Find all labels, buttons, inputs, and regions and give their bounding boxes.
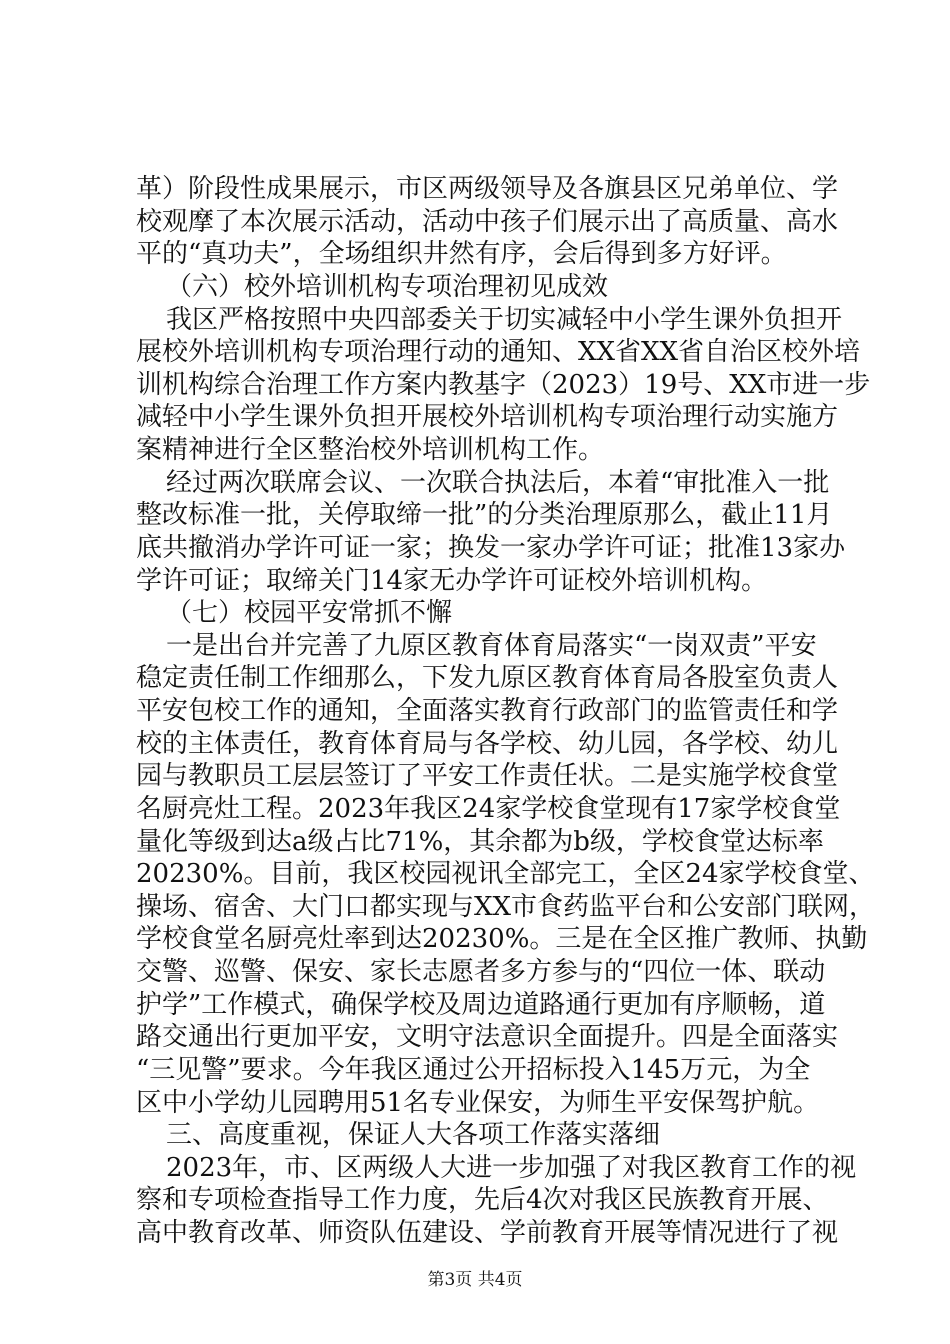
- text-line: 校的主体责任，教育体育局与各学校、幼儿园，各学校、幼儿: [136, 729, 839, 759]
- text-line: 案精神进行全区整治校外培训机构工作。: [136, 435, 605, 465]
- text-line: 区中小学幼儿园聘用51名专业保安，为师生平安保驾护航。: [136, 1088, 820, 1118]
- text-line: 操场、宿舍、大门口都实现与XX市食药监平台和公安部门联网，: [136, 892, 876, 922]
- text-line: 2023年，市、区两级人大进一步加强了对我区教育工作的视: [166, 1153, 857, 1183]
- text-line: 路交通出行更加平安，文明守法意识全面提升。四是全面落实: [136, 1022, 839, 1052]
- text-line: 整改标准一批，关停取缔一批”的分类治理原那么，截止11月: [136, 500, 833, 530]
- text-line: 展校外培训机构专项治理行动的通知、XX省XX省自治区校外培: [136, 337, 861, 367]
- text-line: “三见警”要求。今年我区通过公开招标投入145万元，为全: [136, 1055, 811, 1085]
- text-line: 察和专项检查指导工作力度，先后4次对我区民族教育开展、: [136, 1185, 829, 1215]
- section-heading: （六）校外培训机构专项治理初见成效: [166, 272, 609, 302]
- text-line: 交警、巡警、保安、家长志愿者多方参与的“四位一体、联动: [136, 957, 826, 987]
- text-line: 底共撤消办学许可证一家；换发一家办学许可证；批准13家办: [136, 533, 846, 563]
- text-line: 护学”工作模式，确保学校及周边道路通行更加有序顺畅，道: [136, 990, 826, 1020]
- text-line: 平的“真功夫”，全场组织井然有序，会后得到多方好评。: [136, 239, 787, 269]
- text-line: 学许可证；取缔关门14家无办学许可证校外培训机构。: [136, 566, 768, 596]
- section-heading: 三、高度重视，保证人大各项工作落实落细: [166, 1120, 661, 1150]
- text-line: 减轻中小学生课外负担开展校外培训机构专项治理行动实施方: [136, 402, 839, 432]
- text-line: 经过两次联席会议、一次联合执法后，本着“审批准入一批: [166, 468, 830, 498]
- text-line: 训机构综合治理工作方案内教基字（2023）19号、XX市进一步: [136, 370, 871, 400]
- text-line: 稳定责任制工作细那么，下发九原区教育体育局各股室负责人: [136, 663, 839, 693]
- text-line: 园与教职员工层层签订了平安工作责任状。二是实施学校食堂: [136, 761, 839, 791]
- text-line: 20230%。目前，我区校园视讯全部完工，全区24家学校食堂、: [136, 859, 875, 889]
- text-line: 学校食堂名厨亮灶率到达20230%。三是在全区推广教师、执勤: [136, 924, 868, 954]
- text-line: 革）阶段性成果展示，市区两级领导及各旗县区兄弟单位、学: [136, 174, 839, 204]
- page-number-footer: 第3页 共4页: [427, 1270, 523, 1290]
- text-line: 高中教育改革、师资队伍建设、学前教育开展等情况进行了视: [136, 1218, 839, 1248]
- text-line: 量化等级到达a级占比71%，其余都为b级，学校食堂达标率: [136, 827, 824, 857]
- text-line: 一是出台并完善了九原区教育体育局落实“一岗双责”平安: [166, 631, 817, 661]
- text-line: 平安包校工作的通知，全面落实教育行政部门的监管责任和学: [136, 696, 839, 726]
- text-line: 校观摩了本次展示活动，活动中孩子们展示出了高质量、高水: [136, 207, 839, 237]
- text-line: 名厨亮灶工程。2023年我区24家学校食堂现有17家学校食堂: [136, 794, 841, 824]
- section-heading: （七）校园平安常抓不懈: [166, 598, 453, 628]
- text-line: 我区严格按照中央四部委关于切实减轻中小学生课外负担开: [166, 305, 843, 335]
